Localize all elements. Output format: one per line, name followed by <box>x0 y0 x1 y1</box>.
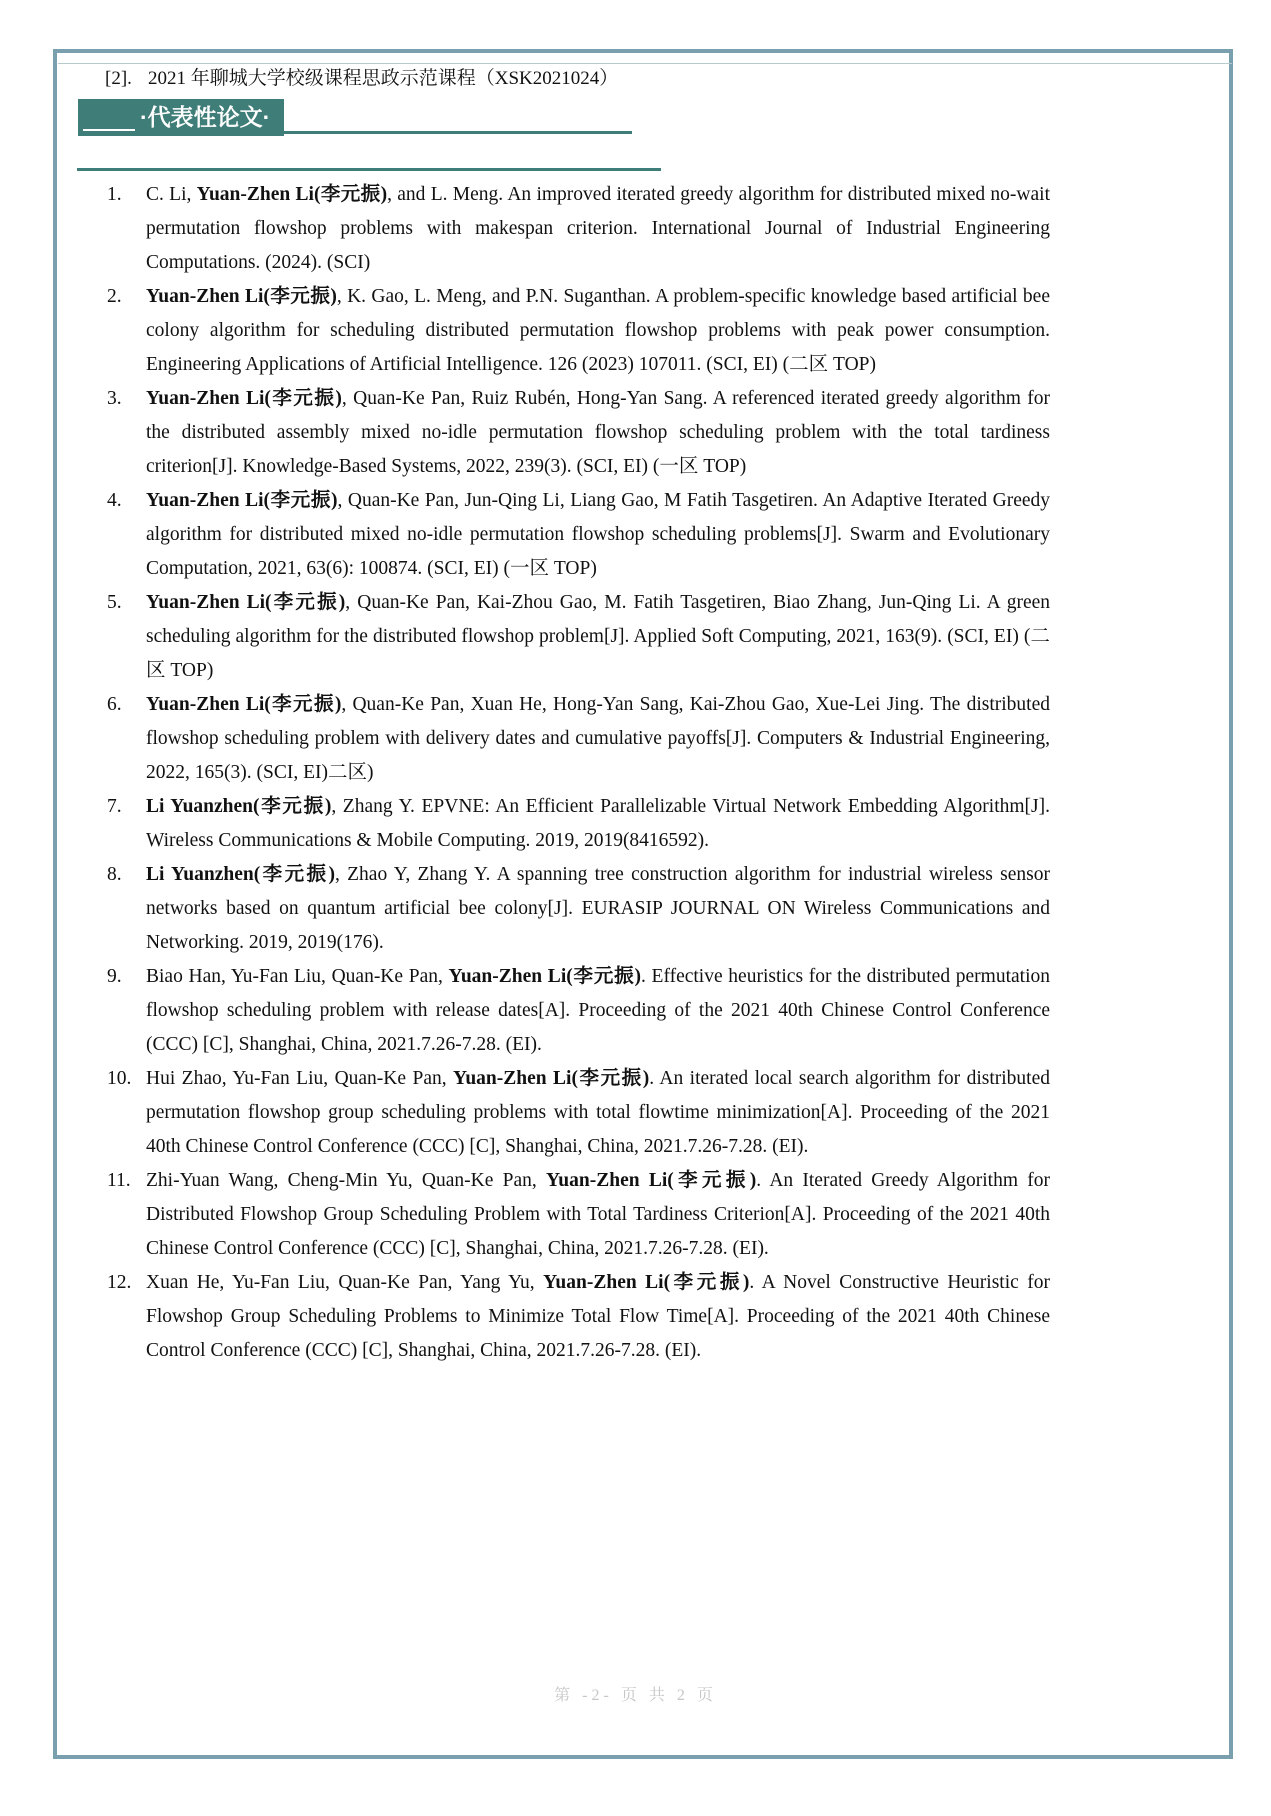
header-rule-secondary <box>77 168 661 171</box>
author-name-highlight: Yuan-Zhen Li(李元振) <box>196 184 388 205</box>
publication-item <box>105 484 1050 586</box>
item-text: Li Yuanzhen(李元振), Zhang Y. EPVNE: An Efficient Parallelizable Virtual Network Embedding Algorithm[J]. Wireless Communications & Mobile Computing. 2019, 2019(8416592). <box>146 796 1050 851</box>
item-number: 11. <box>107 1170 131 1191</box>
item-text: C. Li, Yuan-Zhen Li(李元振), and L. Meng. An improved iterated greedy algorithm for distributed mixed no-wait permutation flowshop problems with makespan criterion. International Journal of Industrial Engineering Computations. (2024). (SCI) <box>146 184 1050 273</box>
publication-item <box>105 688 1050 790</box>
publication-item <box>105 280 1050 382</box>
author-name-highlight: Yuan-Zhen Li(李元振) <box>146 286 337 307</box>
publication-item <box>105 1062 1050 1164</box>
reference-number: [2]. <box>105 68 132 89</box>
item-number: 1. <box>107 184 122 205</box>
publication-item <box>105 790 1050 858</box>
item-number: 12. <box>107 1272 132 1293</box>
publication-item <box>105 586 1050 688</box>
reference-text: 2021 年聊城大学校级课程思政示范课程（XSK2021024） <box>148 68 619 89</box>
author-name-highlight: Li Yuanzhen(李元振) <box>146 864 335 885</box>
item-text: Zhi-Yuan Wang, Cheng-Min Yu, Quan-Ke Pan, Yuan-Zhen Li(李元振). An Iterated Greedy Algorithm for Distributed Flowshop Group Scheduling Problem with Total Tardiness Criterion[A]. Proceeding of the 2021 40th Chinese Control Conference (CCC) [C], Shanghai, China, 2021.7.26-7.28. (EI). <box>146 1170 1050 1259</box>
item-text: Yuan-Zhen Li(李元振), Quan-Ke Pan, Xuan He, Hong-Yan Sang, Kai-Zhou Gao, Xue-Lei Jing. The distributed flowshop scheduling problem with delivery dates and cumulative payoffs[J]. Computers & Industrial Engineering, 2022, 165(3). (SCI, EI)二区) <box>146 694 1050 783</box>
publication-item <box>105 858 1050 960</box>
item-number: 10. <box>107 1068 132 1089</box>
reference-line <box>105 66 1105 92</box>
publication-item <box>105 382 1050 484</box>
item-number: 6. <box>107 694 122 715</box>
author-name-highlight: Yuan-Zhen Li(李元振) <box>146 388 342 409</box>
item-text: Yuan-Zhen Li(李元振), Quan-Ke Pan, Jun-Qing Li, Liang Gao, M Fatih Tasgetiren. An Adaptive Iterated Greedy algorithm for distributed mixed no-idle permutation flowshop scheduling problems[J]. Swarm and Evolutionary Computation, 2021, 63(6): 100874. (SCI, EI) (一区 TOP) <box>146 490 1051 579</box>
item-number: 9. <box>107 966 122 987</box>
item-number: 7. <box>107 796 122 817</box>
page-number-text: 第 -2- 页 共 2 页 <box>554 1687 717 1704</box>
item-text: Li Yuanzhen(李元振), Zhao Y, Zhang Y. A spanning tree construction algorithm for industrial wireless sensor networks based on quantum artificial bee colony[J]. EURASIP JOURNAL ON Wireless Communications and Networking. 2019, 2019(176). <box>146 864 1050 953</box>
publication-item <box>105 1266 1050 1368</box>
page-footer <box>0 1682 1271 1705</box>
author-name-highlight: Yuan-Zhen Li(李元振) <box>146 694 342 715</box>
section-title: ·代表性论文· <box>140 104 271 130</box>
publication-item <box>105 960 1050 1062</box>
author-name-highlight: Yuan-Zhen Li(李元振) <box>146 490 338 511</box>
item-number: 2. <box>107 286 122 307</box>
banner-underline-decor <box>83 129 135 131</box>
item-text: Yuan-Zhen Li(李元振), K. Gao, L. Meng, and P.N. Suganthan. A problem-specific knowledge based artificial bee colony algorithm for scheduling distributed permutation flowshop problems with peak power consumption. Engineering Applications of Artificial Intelligence. 126 (2023) 107011. (SCI, EI) (二区 TOP) <box>146 286 1050 375</box>
publication-list <box>105 178 1050 1368</box>
header-rule-extension <box>284 131 632 134</box>
author-name-highlight: Yuan-Zhen Li(李元振) <box>146 592 346 613</box>
item-number: 5. <box>107 592 122 613</box>
item-text: Xuan He, Yu-Fan Liu, Quan-Ke Pan, Yang Yu, Yuan-Zhen Li(李元振). A Novel Constructive Heuristic for Flowshop Group Scheduling Problems to Minimize Total Flow Time[A]. Proceeding of the 2021 40th Chinese Control Conference (CCC) [C], Shanghai, China, 2021.7.26-7.28. (EI). <box>146 1272 1050 1361</box>
publication-item <box>105 1164 1050 1266</box>
item-text: Yuan-Zhen Li(李元振), Quan-Ke Pan, Kai-Zhou Gao, M. Fatih Tasgetiren, Biao Zhang, Jun-Qing Li. A green scheduling algorithm for the distributed flowshop problem[J]. Applied Soft Computing, 2021, 163(9). (SCI, EI) (二区 TOP) <box>146 592 1051 681</box>
author-name-highlight: Yuan-Zhen Li(李元振) <box>543 1272 750 1293</box>
item-number: 8. <box>107 864 122 885</box>
item-text: Biao Han, Yu-Fan Liu, Quan-Ke Pan, Yuan-Zhen Li(李元振). Effective heuristics for the distributed permutation flowshop scheduling problem with release dates[A]. Proceeding of the 2021 40th Chinese Control Conference (CCC) [C], Shanghai, China, 2021.7.26-7.28. (EI). <box>146 966 1050 1055</box>
author-name-highlight: Yuan-Zhen Li(李元振) <box>453 1068 650 1089</box>
author-name-highlight: Li Yuanzhen(李元振) <box>146 796 332 817</box>
item-text: Hui Zhao, Yu-Fan Liu, Quan-Ke Pan, Yuan-Zhen Li(李元振). An iterated local search algorithm for distributed permutation flowshop group scheduling problems with total flowtime minimization[A]. Proceeding of the 2021 40th Chinese Control Conference (CCC) [C], Shanghai, China, 2021.7.26-7.28. (EI). <box>146 1068 1050 1157</box>
item-number: 3. <box>107 388 122 409</box>
publication-item <box>105 178 1050 280</box>
item-text: Yuan-Zhen Li(李元振), Quan-Ke Pan, Ruiz Rubén, Hong-Yan Sang. A referenced iterated greedy algorithm for the distributed assembly mixed no-idle permutation flowshop scheduling problem with the total tardiness criterion[J]. Knowledge-Based Systems, 2022, 239(3). (SCI, EI) (一区 TOP) <box>146 388 1050 477</box>
section-banner <box>78 99 284 136</box>
top-inner-rule <box>58 63 1232 64</box>
author-name-highlight: Yuan-Zhen Li(李元振) <box>546 1170 757 1191</box>
item-number: 4. <box>107 490 122 511</box>
author-name-highlight: Yuan-Zhen Li(李元振) <box>448 966 641 987</box>
